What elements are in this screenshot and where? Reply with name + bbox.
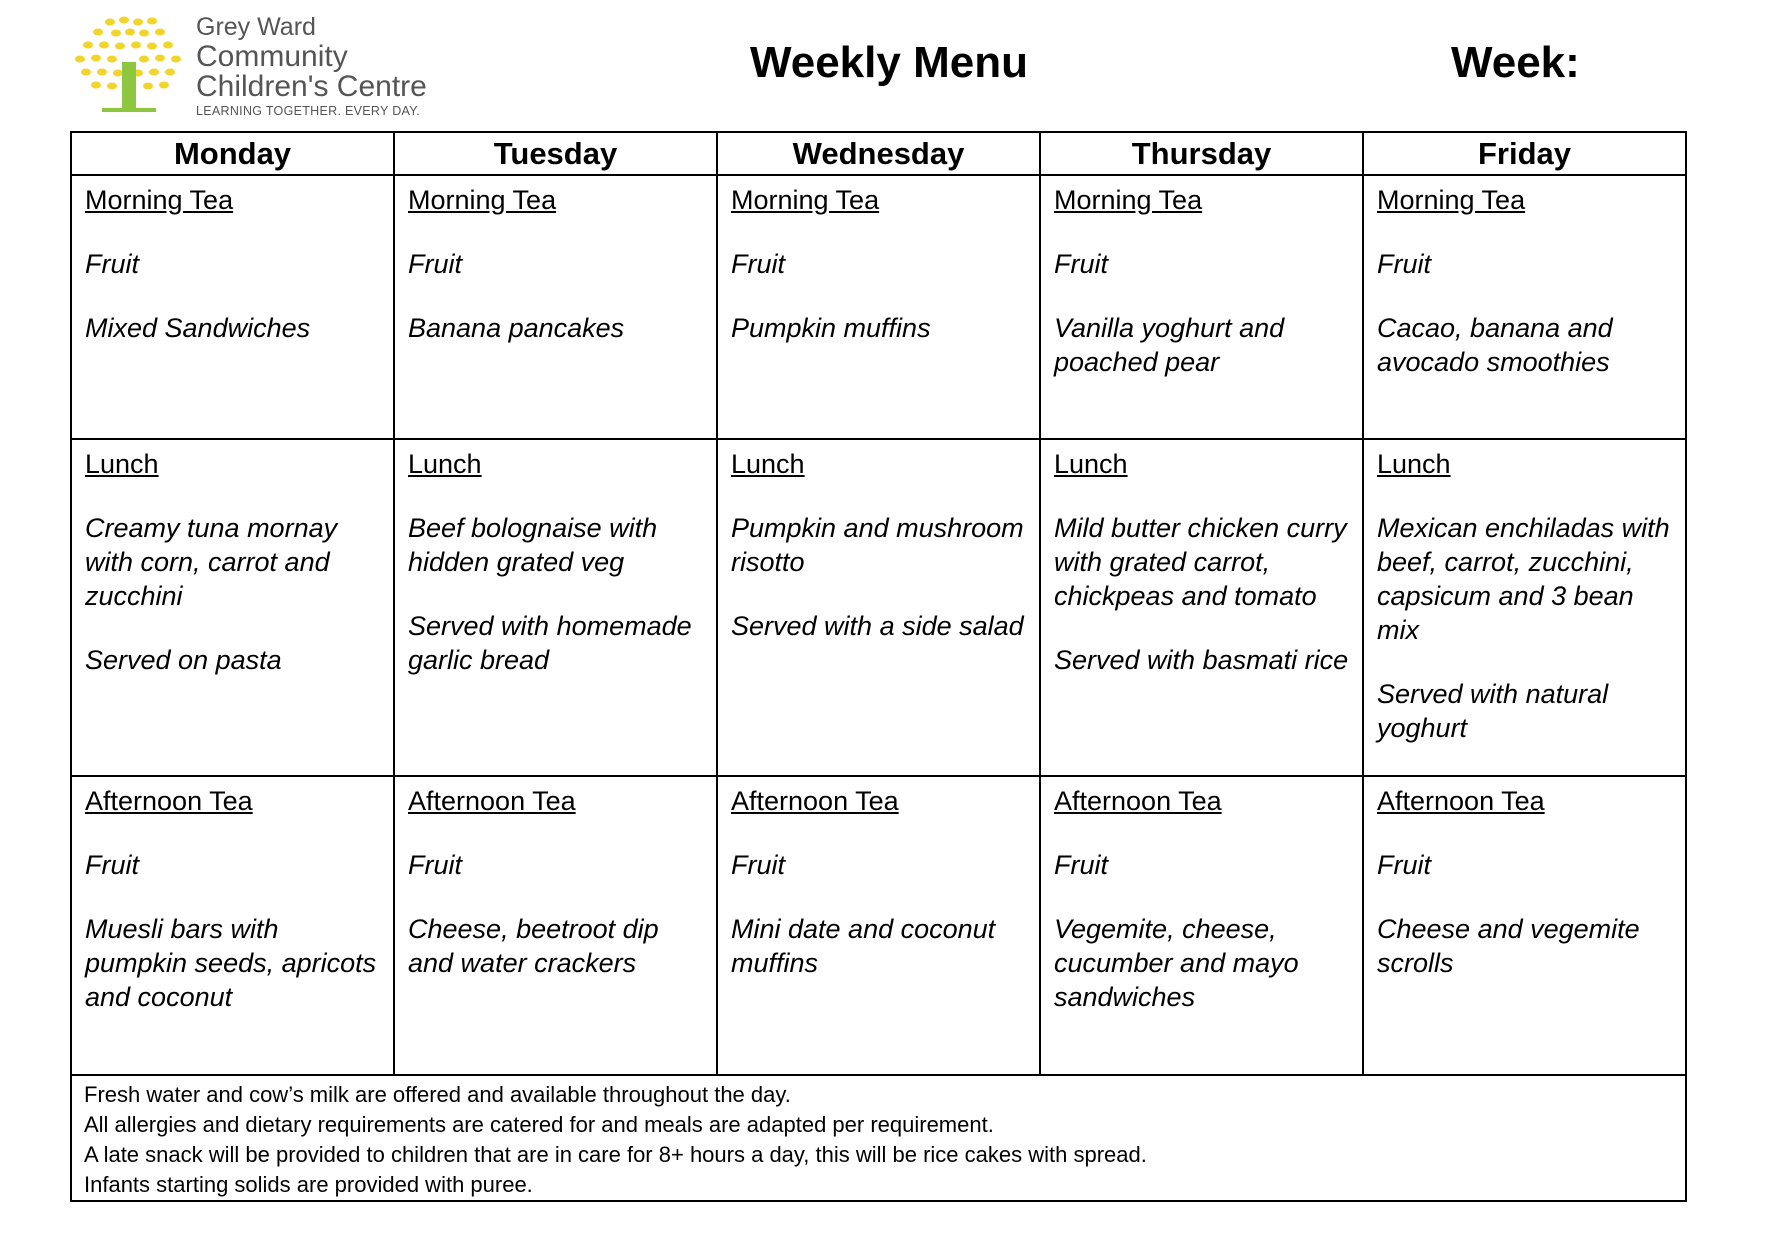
menu-item: Fruit (731, 249, 785, 279)
menu-cell (717, 776, 1040, 1075)
menu-item: Banana pancakes (408, 313, 625, 343)
menu-cell (71, 175, 394, 439)
meal-label: Lunch (1377, 449, 1451, 479)
menu-item: Mild butter chicken curry with grated carrot, chickpeas and tomato (1054, 513, 1347, 611)
weekly-menu-table (70, 131, 1687, 1202)
meal-label: Lunch (408, 449, 482, 479)
menu-item: Served on pasta (85, 645, 282, 675)
menu-item: Fruit (1054, 249, 1108, 279)
tree-icon (72, 12, 192, 117)
meal-label: Afternoon Tea (1377, 786, 1545, 816)
menu-item: Cheese and vegemite scrolls (1377, 914, 1640, 978)
menu-item: Fruit (1054, 850, 1108, 880)
lunch-row (71, 439, 1686, 776)
logo-tagline: LEARNING TOGETHER. EVERY DAY. (196, 104, 421, 118)
day-header: Friday (1363, 132, 1686, 175)
menu-item: Fruit (731, 850, 785, 880)
meal-label: Afternoon Tea (85, 786, 253, 816)
menu-item: Muesli bars with pumpkin seeds, apricots and coconut (85, 914, 377, 1012)
meal-label: Morning Tea (1377, 185, 1526, 215)
menu-item: Pumpkin muffins (731, 313, 931, 343)
day-header: Thursday (1040, 132, 1363, 175)
menu-item: Fruit (1377, 850, 1431, 880)
meal-label: Lunch (85, 449, 159, 479)
logo-wordmark (196, 12, 427, 118)
menu-item: Fruit (408, 249, 462, 279)
menu-item: Fruit (85, 249, 139, 279)
menu-cell (1363, 439, 1686, 776)
menu-cell (1040, 175, 1363, 439)
menu-item: Fruit (408, 850, 462, 880)
menu-cell (71, 439, 394, 776)
logo-line-3: Children's Centre (196, 70, 427, 103)
menu-cell (394, 175, 717, 439)
note-line: A late snack will be provided to children that are in care for 8+ hours a day, this will be rice cakes with spread. (84, 1142, 1147, 1167)
note-line: Fresh water and cow’s milk are offered and available throughout the day. (84, 1082, 791, 1107)
menu-item: Pumpkin and mushroom risotto (731, 513, 1024, 577)
meal-label: Morning Tea (1054, 185, 1203, 215)
day-header: Monday (71, 132, 394, 175)
menu-item: Served with homemade garlic bread (408, 611, 692, 675)
page-title: Weekly Menu (750, 38, 1028, 87)
meal-label: Lunch (1054, 449, 1128, 479)
menu-item: Mexican enchiladas with beef, carrot, zucchini, capsicum and 3 bean mix (1377, 513, 1670, 645)
meal-label: Morning Tea (408, 185, 557, 215)
menu-item: Cheese, beetroot dip and water crackers (408, 914, 659, 978)
logo-line-1: Grey Ward (196, 13, 316, 41)
menu-item: Cacao, banana and avocado smoothies (1377, 313, 1613, 377)
menu-cell (1040, 439, 1363, 776)
menu-item: Served with natural yoghurt (1377, 679, 1609, 743)
menu-cell (717, 439, 1040, 776)
menu-item: Beef bolognaise with hidden grated veg (408, 513, 658, 577)
meal-label: Morning Tea (731, 185, 880, 215)
menu-item: Fruit (85, 850, 139, 880)
note-line: All allergies and dietary requirements are catered for and meals are adapted per requirement. (84, 1112, 994, 1137)
note-line: Infants starting solids are provided with puree. (84, 1172, 533, 1197)
centre-logo (72, 12, 432, 122)
menu-cell (394, 776, 717, 1075)
menu-cell (1040, 776, 1363, 1075)
day-header: Wednesday (717, 132, 1040, 175)
meal-label: Lunch (731, 449, 805, 479)
meal-label: Afternoon Tea (408, 786, 576, 816)
meal-label: Afternoon Tea (731, 786, 899, 816)
menu-item: Fruit (1377, 249, 1431, 279)
menu-item: Mixed Sandwiches (85, 313, 311, 343)
menu-item: Mini date and coconut muffins (731, 914, 996, 978)
menu-cell (717, 175, 1040, 439)
notes-cell (71, 1075, 1686, 1201)
afternoon-tea-row (71, 776, 1686, 1075)
menu-cell (71, 776, 394, 1075)
menu-item: Vegemite, cheese, cucumber and mayo sandwiches (1054, 914, 1299, 1012)
menu-cell (1363, 175, 1686, 439)
day-header-row (71, 132, 1686, 175)
menu-cell (394, 439, 717, 776)
day-header: Tuesday (394, 132, 717, 175)
menu-item: Served with a side salad (731, 611, 1024, 641)
menu-item: Vanilla yoghurt and poached pear (1054, 313, 1285, 377)
menu-item: Served with basmati rice (1054, 645, 1349, 675)
menu-item: Creamy tuna mornay with corn, carrot and zucchini (85, 513, 338, 611)
notes-row (71, 1075, 1686, 1201)
week-label: Week: (1451, 38, 1580, 87)
morning-tea-row (71, 175, 1686, 439)
meal-label: Afternoon Tea (1054, 786, 1222, 816)
logo-line-2: Community (196, 40, 348, 73)
meal-label: Morning Tea (85, 185, 234, 215)
menu-cell (1363, 776, 1686, 1075)
